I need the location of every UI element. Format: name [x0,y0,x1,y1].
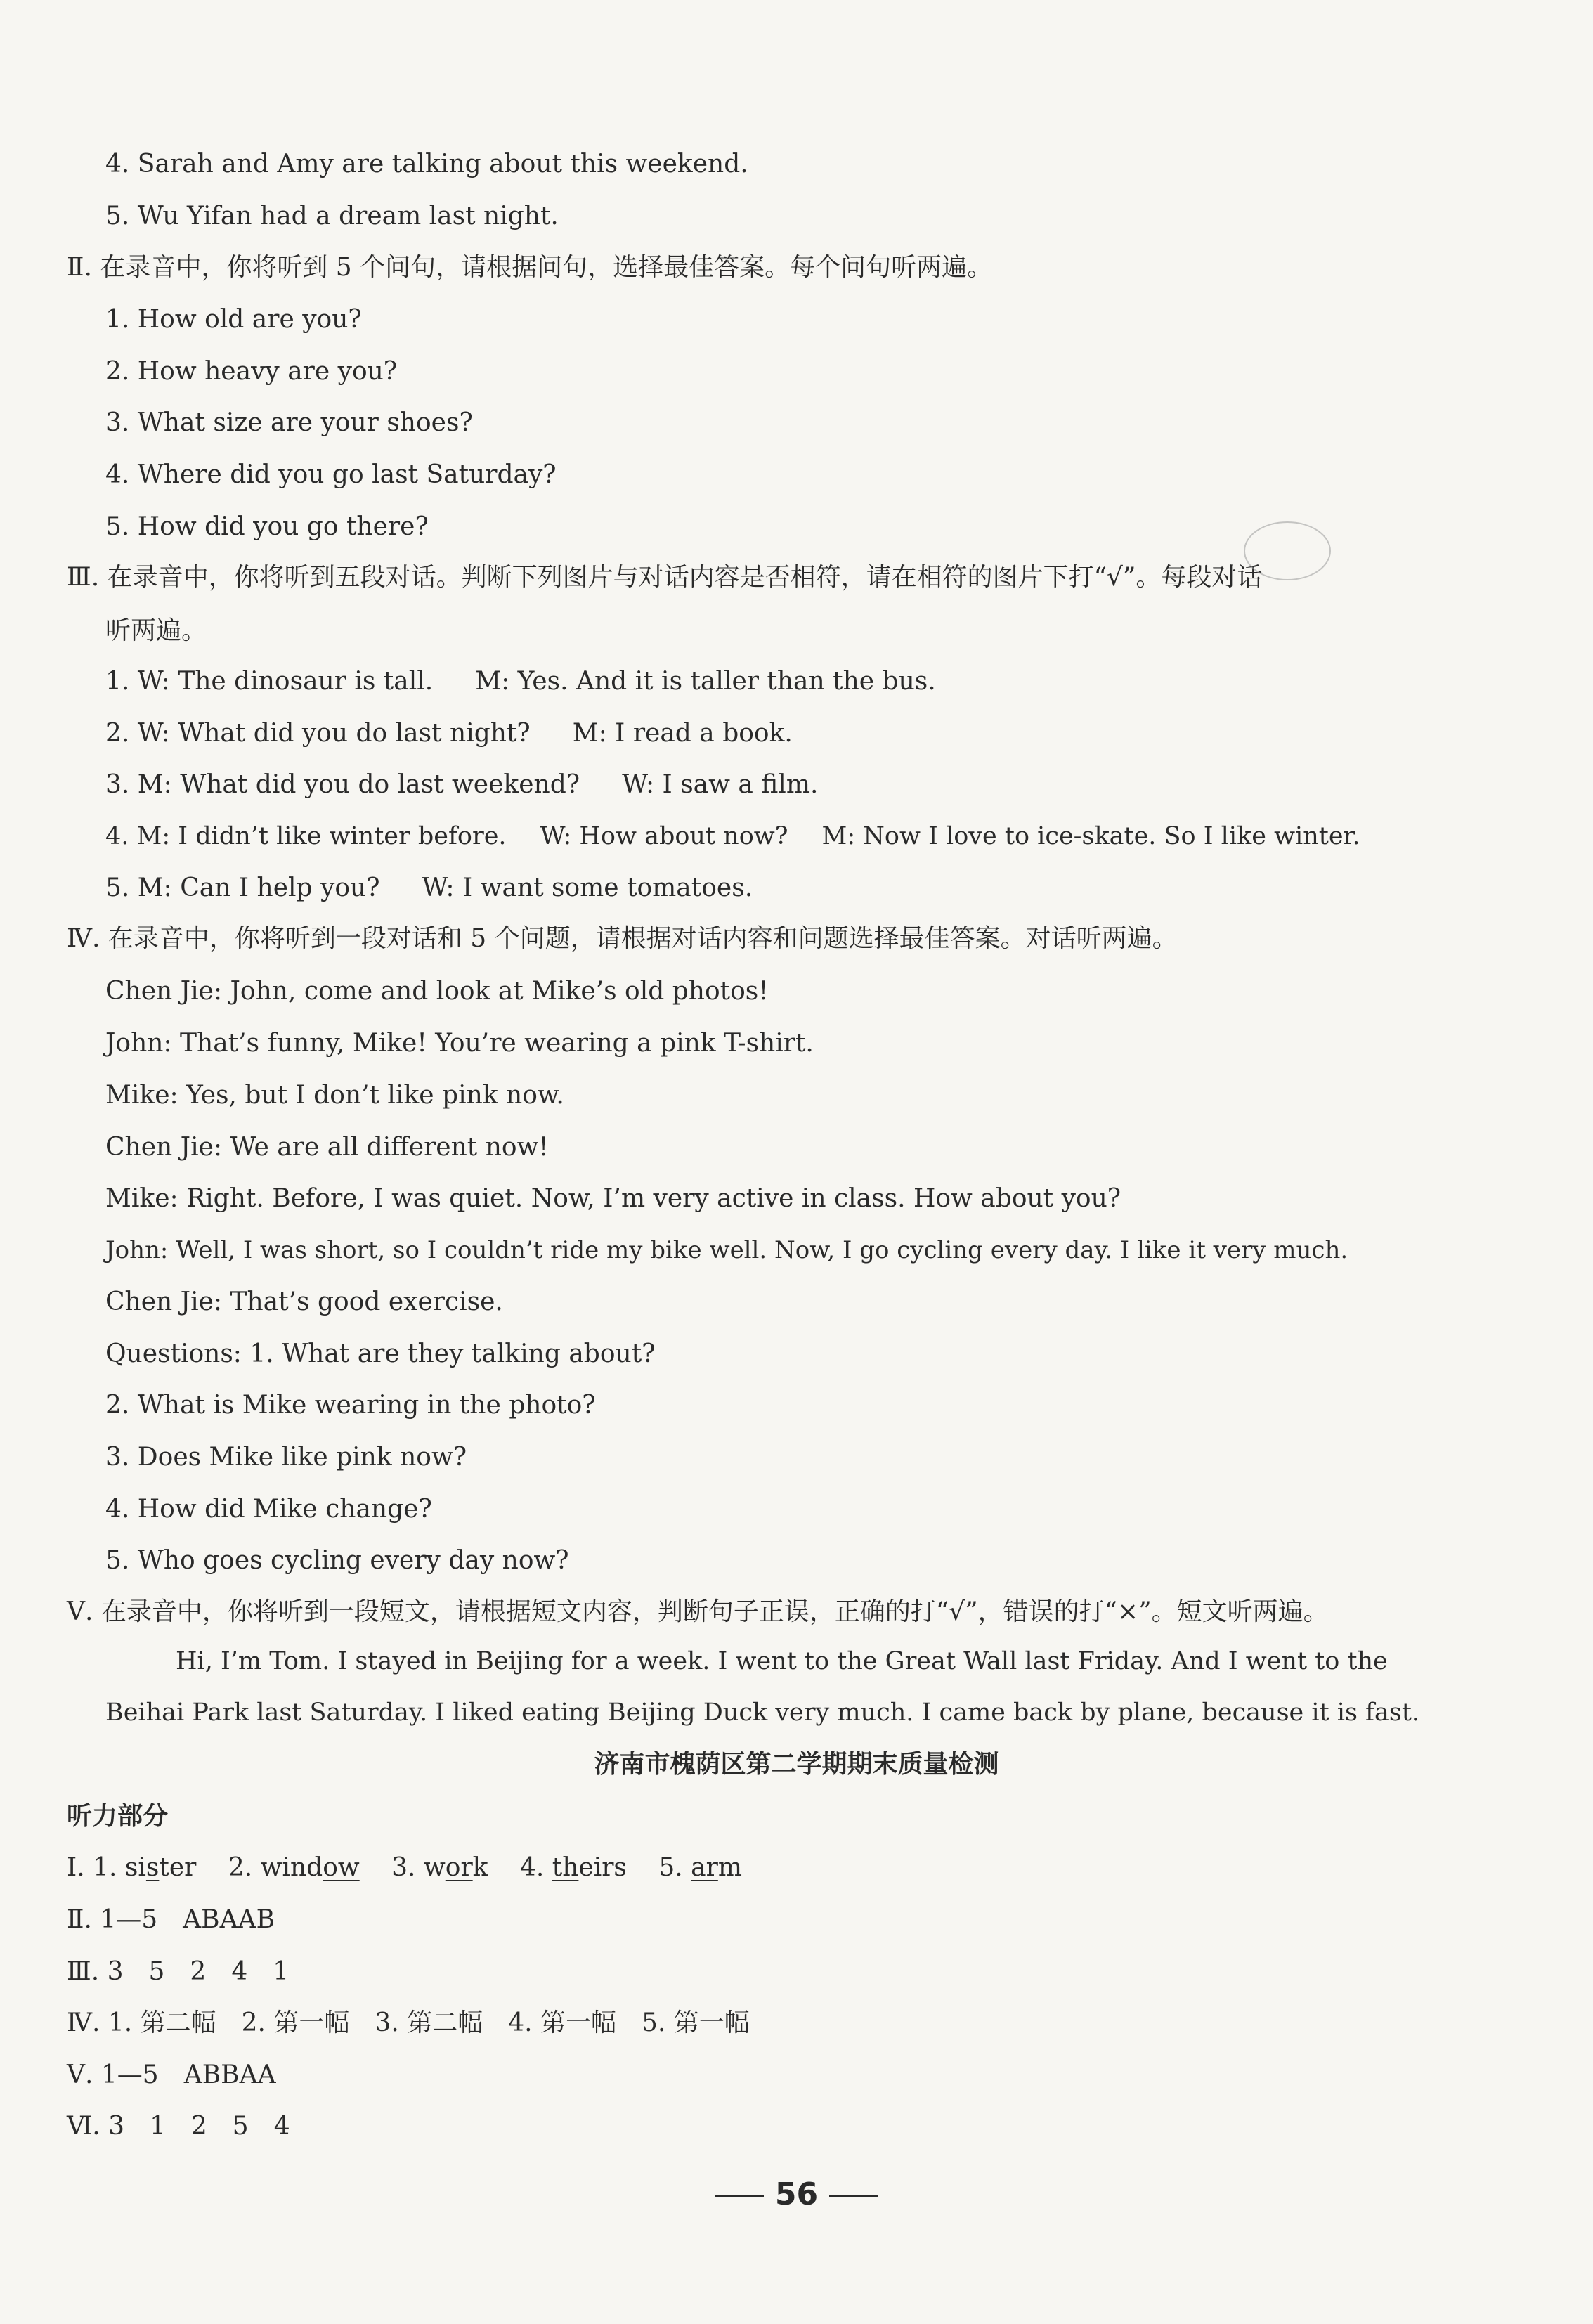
word-number: 5. [658,1853,691,1882]
section-4-question-2: 2. What is Mike wearing in the photo? [105,1391,596,1420]
word-text: wind [260,1853,323,1882]
answer-word-4 [520,1853,627,1882]
word-text: m [717,1853,742,1882]
underlined-letters: th [552,1853,579,1882]
section-3-dialogue-5 [105,873,753,904]
dialogue-part: W: I want some tomatoes. [422,874,753,902]
answer-prefix: Ⅰ. [67,1853,93,1882]
answer-4: Ⅳ. 1. 第二幅 2. 第一幅 3. 第二幅 4. 第一幅 5. 第一幅 [67,2008,750,2037]
section-3-heading-line-1: Ⅲ. 在录音中，你将听到五段对话。判断下列图片与对话内容是否相符，请在相符的图片下打“√”。每段对话 [67,563,1263,592]
word-text: k [472,1853,488,1882]
page-number [0,2175,1593,2214]
section-4-line-3: Mike: Yes, but I don’t like pink now. [105,1081,564,1110]
section-4-line-2: John: That’s funny, Mike! You’re wearing a pink T-shirt. [105,1029,814,1058]
dialogue-part: 1. W: The dinosaur is tall. [105,667,434,696]
answer-6: Ⅵ. 3 1 2 5 4 [67,2112,290,2141]
section-5-paragraph-line-1: Hi, I’m Tom. I stayed in Beijing for a week. I went to the Great Wall last Friday. And I went to the [176,1647,1388,1675]
answer-2: Ⅱ. 1—5 ABAAB [67,1905,275,1934]
word-text: w [423,1853,446,1882]
dialogue-part: M: I read a book. [572,719,793,748]
exam-title: 济南市槐荫区第二学期期末质量检测 [594,1750,999,1779]
faint-stamp-mark [1244,521,1331,580]
section-2-item-2: 2. How heavy are you? [105,357,398,386]
dialogue-part: 4. M: I didn’t like winter before. [105,822,507,850]
section-3-heading-line-2: 听两遍。 [105,616,207,645]
section-4-line-7: Chen Jie: That’s good exercise. [105,1287,503,1316]
section-3-dialogue-3 [105,770,818,800]
underlined-letters: or [445,1853,473,1882]
section-4-line-6: John: Well, I was short, so I couldn’t ride my bike well. Now, I go cycling every day. I like it very much. [105,1236,1348,1264]
word-text: si [124,1853,146,1882]
listening-text-item-5: 5. Wu Yifan had a dream last night. [105,202,559,231]
word-number: 4. [519,1853,552,1882]
section-4-line-5: Mike: Right. Before, I was quiet. Now, I’m very active in class. How about you? [105,1184,1121,1213]
answer-5: Ⅴ. 1—5 ABBAA [67,2060,276,2089]
answer-word-2 [228,1853,360,1882]
section-4-line-4: Chen Jie: We are all different now! [105,1133,549,1162]
underlined-letters: ar [691,1853,718,1882]
dialogue-part: 3. M: What did you do last weekend? [105,770,580,799]
section-5-heading: Ⅴ. 在录音中，你将听到一段短文，请根据短文内容，判断句子正误，正确的打“√”，错误的打“×”。短文听两遍。 [67,1597,1329,1626]
section-3-dialogue-4 [105,821,1360,852]
section-4-line-1: Chen Jie: John, come and look at Mike’s old photos! [105,977,769,1006]
underlined-letters: s [145,1853,160,1882]
page-number-dash-right [829,2195,878,2197]
section-2-heading: Ⅱ. 在录音中，你将听到 5 个问句，请根据问句，选择最佳答案。每个问句听两遍。 [67,253,993,282]
section-2-item-5: 5. How did you go there? [105,512,429,541]
section-3-dialogue-2 [105,718,793,749]
word-text: ter [159,1853,197,1882]
page-number-dash-left [715,2195,764,2197]
answer-1 [67,1852,742,1883]
section-5-paragraph-line-2: Beihai Park last Saturday. I liked eating Beijing Duck very much. I came back by plane, because it is fast. [105,1699,1420,1727]
dialogue-part: W: How about now? [540,822,788,850]
dialogue-part: 2. W: What did you do last night? [105,719,531,748]
listening-part-heading: 听力部分 [67,1802,169,1831]
section-2-item-1: 1. How old are you? [105,305,362,334]
section-4-question-5: 5. Who goes cycling every day now? [105,1546,569,1575]
word-number: 1. [93,1853,125,1882]
answer-word-1 [93,1853,196,1882]
section-3-dialogue-1 [105,666,936,697]
underlined-letters: ow [323,1853,360,1882]
listening-text-item-4: 4. Sarah and Amy are talking about this weekend. [105,150,748,178]
answer-word-5 [658,1853,742,1882]
word-number: 2. [228,1853,261,1882]
dialogue-part: W: I saw a film. [622,770,819,799]
section-2-item-4: 4. Where did you go last Saturday? [105,460,557,489]
page-number-text: 56 [774,2176,819,2212]
word-text: eirs [578,1853,627,1882]
section-4-questions-line: Questions: 1. What are they talking about? [105,1339,656,1368]
word-number: 3. [391,1853,424,1882]
dialogue-part: M: Yes. And it is taller than the bus. [475,667,936,696]
dialogue-part: M: Now I love to ice-skate. So I like winter. [821,822,1360,850]
answer-3: Ⅲ. 3 5 2 4 1 [67,1957,290,1986]
section-2-item-3: 3. What size are your shoes? [105,408,473,437]
section-4-question-3: 3. Does Mike like pink now? [105,1443,467,1472]
section-4-question-4: 4. How did Mike change? [105,1495,432,1524]
answer-word-3 [391,1853,488,1882]
section-4-heading: Ⅳ. 在录音中，你将听到一段对话和 5 个问题，请根据对话内容和问题选择最佳答案。对话听两遍。 [67,924,1178,953]
dialogue-part: 5. M: Can I help you? [105,874,380,902]
